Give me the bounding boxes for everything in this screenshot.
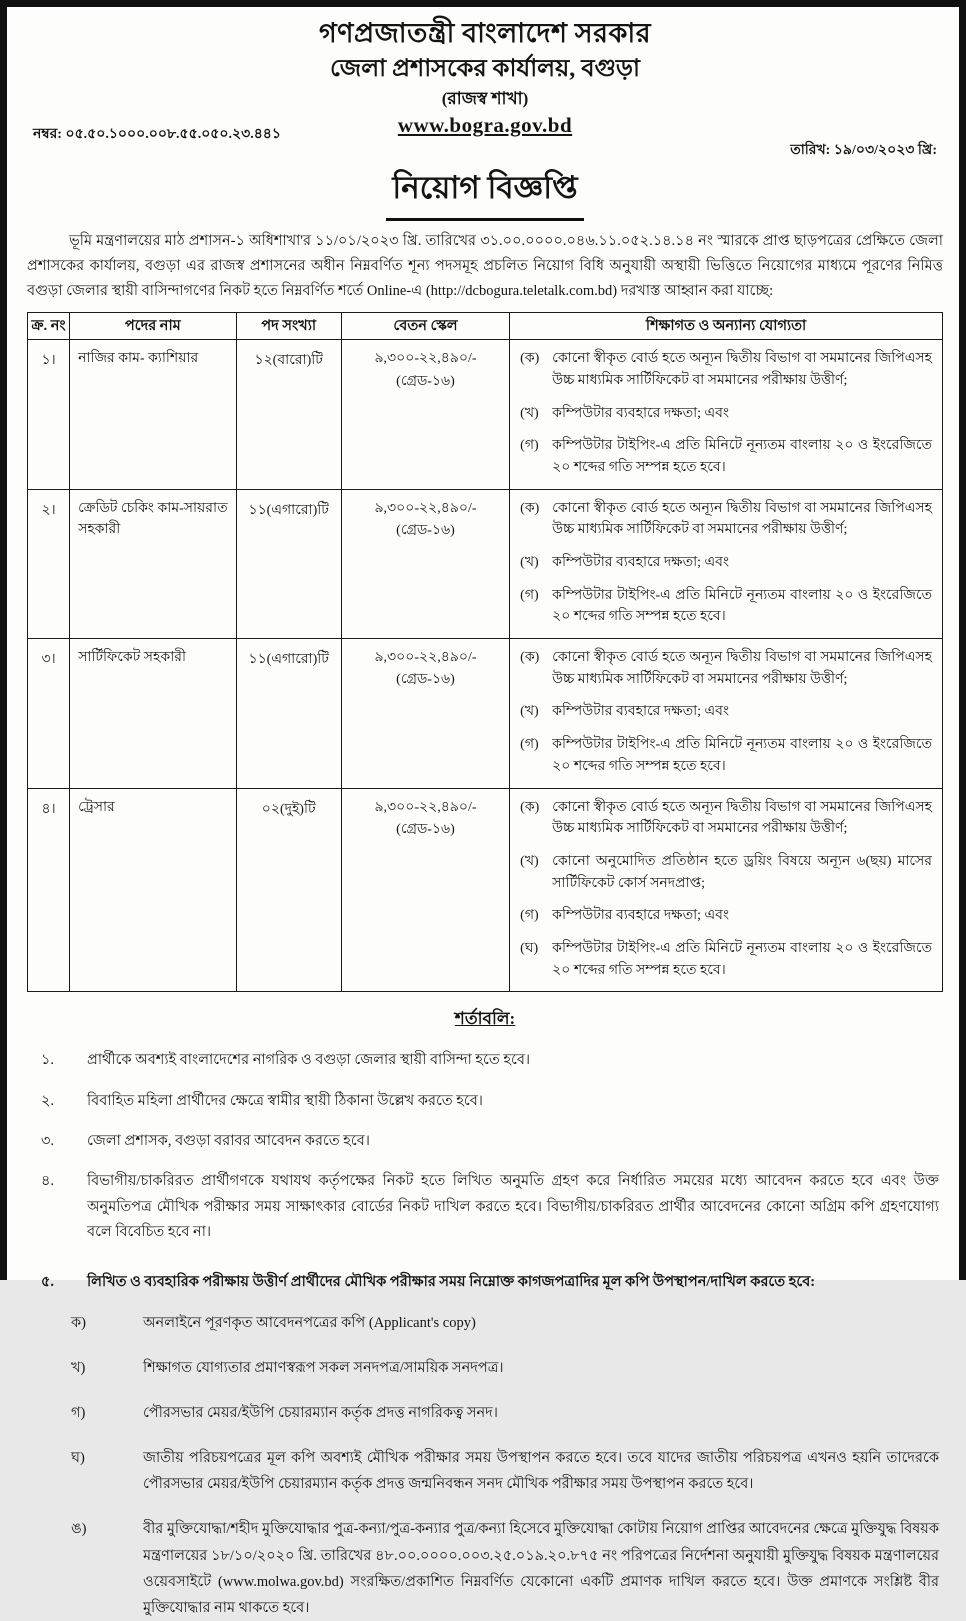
required-document-item bbox=[71, 1310, 939, 1336]
qualification-item bbox=[520, 905, 932, 927]
qualification-label: (গ) bbox=[520, 438, 539, 454]
qualification-text: কোনো স্বীকৃত বোর্ড হতে অন্যূন দ্বিতীয় বিভাগ বা সমমানের জিপিএসহ উচ্চ মাধ্যমিক সার্টিফিকেট বা সমমানের পরীক্ষায় উত্তীর্ণ; bbox=[552, 351, 932, 388]
condition-number: ২. bbox=[41, 1092, 55, 1109]
qualifications-cell bbox=[510, 788, 943, 992]
qualification-item bbox=[520, 647, 932, 690]
condition-text: জেলা প্রশাসক, বগুড়া বরাবর আবেদন করতে হবে। bbox=[87, 1133, 370, 1150]
qualifications-cell bbox=[510, 639, 943, 788]
post-name-cell: ট্রেসার bbox=[70, 788, 237, 992]
column-header: বেতন স্কেল bbox=[341, 313, 509, 340]
conditions-heading-wrap bbox=[27, 1006, 943, 1034]
condition-number: ৫. bbox=[41, 1273, 55, 1290]
salary-scale: ৯,৩০০-২২,৪৯০/- bbox=[374, 799, 477, 815]
conditions-heading: শর্তাবলি: bbox=[454, 1009, 516, 1029]
qualification-text: কোনো অনুমোদিত প্রতিষ্ঠান হতে ড্রয়িং বিষয়ে অন্যূন ৬(ছয়) মাসের সার্টিফিকেট কোর্স সনদপ্রাপ্ত; bbox=[552, 853, 932, 891]
document-item-label: গ) bbox=[71, 1405, 86, 1422]
salary-cell bbox=[341, 489, 509, 638]
column-header: পদ সংখ্যা bbox=[236, 313, 341, 340]
website-url: www.bogra.gov.bd bbox=[397, 113, 573, 137]
office-name: জেলা প্রশাসকের কার্যালয়, বগুড়া bbox=[330, 55, 640, 82]
document-item-text: জাতীয় পরিচয়পত্রের মূল কপি অবশ্যই মৌখিক পরীক্ষার সময় উপস্থাপন করতে হবে। তবে যাদের জাতীয় পরিচয়পত্র এখনও হয়নি তাদেরকে পৌরসভার মেয়র/ইউপি চেয়ারম্যান কর্তৃক প্রদত্ত জন্মনিবন্ধন সনদ মৌখিক পরীক্ষার সময় উপস্থাপন করতে হবে। bbox=[143, 1450, 939, 1493]
salary-grade: (গ্রেড-১৬) bbox=[396, 523, 455, 539]
vacancy-table-header-row bbox=[28, 313, 943, 340]
condition-item bbox=[41, 1089, 939, 1114]
vacancy-row bbox=[28, 639, 943, 788]
document-item-text: অনলাইনে পূরণকৃত আবেদনপত্রের কপি (Applicant's copy) bbox=[143, 1314, 476, 1331]
qualification-label: (খ) bbox=[520, 405, 539, 421]
condition-item bbox=[41, 1048, 939, 1073]
vacancy-table-body bbox=[28, 340, 943, 992]
issue-date: তারিখ: ১৯/০৩/২০২৩ খ্রি: bbox=[790, 143, 937, 159]
document-item-text: শিক্ষাগত যোগ্যতার প্রমাণস্বরূপ সকল সনদপত্র/সাময়িক সনদপত্র। bbox=[143, 1360, 504, 1377]
salary-cell bbox=[341, 639, 509, 788]
vacancy-table bbox=[27, 312, 943, 992]
qualification-item bbox=[520, 938, 932, 981]
post-name-cell: ক্রেডিট চেকিং কাম-সায়রাত সহকারী bbox=[70, 489, 237, 638]
qualification-text: কম্পিউটার টাইপিং-এ প্রতি মিনিটে নূন্যতম বাংলায় ২০ ও ইংরেজিতে ২০ শব্দের গতি সম্পন্ন হতে হবে। bbox=[552, 737, 932, 774]
qualification-text: কম্পিউটার ব্যবহারে দক্ষতা; এবং bbox=[552, 555, 729, 570]
qualifications-cell bbox=[510, 489, 943, 638]
qualification-item bbox=[520, 435, 932, 478]
post-count-cell: ১১(এগারো)টি bbox=[236, 489, 341, 638]
qualification-item bbox=[520, 498, 932, 541]
serial-cell: ১। bbox=[28, 340, 70, 489]
condition-text: বিভাগীয়/চাকরিরত প্রার্থীগণকে যথাযথ কর্তৃপক্ষের নিকট হতে লিখিত অনুমতি গ্রহণ করে নির্ধারিত সময়ের মধ্যে আবেদন করতে হবে এবং উক্ত অনুমতিপত্র মৌখিক পরীক্ষার সময় সাক্ষাৎকার বোর্ডের নিকট দাখিল করতে হবে। বিভাগীয়/চাকরিরত প্রার্থীর আবেদনের কোনো অগ্রিম কপি গ্রহণযোগ্য বলে বিবেচিত হবে না। bbox=[87, 1173, 939, 1241]
document-item-label: ঙ) bbox=[71, 1521, 87, 1538]
qualification-label: (ক) bbox=[520, 650, 540, 666]
document-item-text: বীর মুক্তিযোদ্ধা/শহীদ মুক্তিযোদ্ধার পুত্র-কন্যা/পুত্র-কন্যার পুত্র/কন্যা হিসেবে মুক্তিযোদ্ধা কোটায় নিয়োগ প্রাপ্তির আবেদনের ক্ষেত্রে মুক্তিযুদ্ধ বিষয়ক মন্ত্রণালয়ের ১৮/১০/২০২০ খ্রি. তারিখের ৪৮.০০.০০০০.০০৩.২৫.০১৯.২০.৮৭৫ নং পরিপত্রের নির্দেশনা অনুযায়ী মুক্তিযুদ্ধ বিষয়ক মন্ত্রণালয়ের ওয়েবসাইটে (www.molwa.gov.bd) সংরক্ষিত/প্রকাশিত নিম্নবর্ণিত যেকোনো একটি প্রমাণক দাখিল করতে হবে। উক্ত প্রমাণকে সংশ্লিষ্ট বীর মুক্তিযোদ্ধার নাম থাকতে হবে। bbox=[143, 1521, 939, 1616]
document-item-label: ঘ) bbox=[71, 1450, 85, 1467]
condition-text: লিখিত ও ব্যবহারিক পরীক্ষায় উত্তীর্ণ প্রার্থীদের মৌখিক পরীক্ষার সময় নিম্নোক্ত কাগজপত্রাদির মূল কপি উপস্থাপন/দাখিল করতে হবে: bbox=[87, 1273, 816, 1290]
notice-title: নিয়োগ বিজ্ঞপ্তি bbox=[386, 164, 583, 221]
condition-number: ৪. bbox=[41, 1173, 55, 1190]
serial-cell: ৪। bbox=[28, 788, 70, 992]
qualification-label: (গ) bbox=[520, 908, 539, 924]
document-header bbox=[27, 17, 943, 138]
column-header: পদের নাম bbox=[70, 313, 237, 340]
post-name-cell: সার্টিফিকেট সহকারী bbox=[70, 639, 237, 788]
qualification-label: (খ) bbox=[520, 704, 539, 720]
salary-cell bbox=[341, 340, 509, 489]
documents-list bbox=[27, 1310, 943, 1621]
qualification-label: (গ) bbox=[520, 737, 539, 753]
memo-number: নম্বর: ০৫.৫০.১০০০.০০৮.৫৫.০৫০.২৩.৪৪১ bbox=[33, 127, 281, 143]
qualification-item bbox=[520, 797, 932, 840]
condition-number: ১. bbox=[41, 1052, 55, 1069]
qualification-text: কম্পিউটার ব্যবহারে দক্ষতা; এবং bbox=[552, 704, 729, 720]
post-count-cell: ১১(এগারো)টি bbox=[236, 639, 341, 788]
qualification-label: (ঘ) bbox=[520, 940, 539, 956]
qualification-text: কম্পিউটার ব্যবহারে দক্ষতা; এবং bbox=[552, 908, 729, 924]
notice-title-wrap bbox=[27, 164, 943, 221]
document-item-label: ক) bbox=[71, 1314, 86, 1331]
qualification-item bbox=[520, 348, 932, 391]
qualification-item bbox=[520, 403, 932, 425]
condition-item bbox=[41, 1169, 939, 1245]
vacancy-row bbox=[28, 489, 943, 638]
condition-text: বিবাহিত মহিলা প্রার্থীদের ক্ষেত্রে স্বামীর স্থায়ী ঠিকানা উল্লেখ করতে হবে। bbox=[87, 1092, 483, 1109]
vacancy-row bbox=[28, 340, 943, 489]
serial-cell: ২। bbox=[28, 489, 70, 638]
salary-scale: ৯,৩০০-২২,৪৯০/- bbox=[374, 351, 477, 367]
post-name-cell: নাজির কাম- ক্যাশিয়ার bbox=[70, 340, 237, 489]
qualifications-cell bbox=[510, 340, 943, 489]
qualification-label: (ক) bbox=[520, 799, 540, 815]
qualification-item bbox=[520, 552, 932, 574]
qualification-label: (খ) bbox=[520, 555, 539, 570]
qualification-text: কম্পিউটার টাইপিং-এ প্রতি মিনিটে নূন্যতম বাংলায় ২০ ও ইংরেজিতে ২০ শব্দের গতি সম্পন্ন হতে হবে। bbox=[552, 940, 932, 978]
qualification-text: কম্পিউটার টাইপিং-এ প্রতি মিনিটে নূন্যতম বাংলায় ২০ ও ইংরেজিতে ২০ শব্দের গতি সম্পন্ন হতে হবে। bbox=[552, 587, 932, 625]
required-document-item bbox=[71, 1400, 939, 1426]
document-item-text: পৌরসভার মেয়র/ইউপি চেয়ারম্যান কর্তৃক প্রদত্ত নাগরিকত্ব সনদ। bbox=[143, 1405, 498, 1422]
condition-text: প্রার্থীকে অবশ্যই বাংলাদেশের নাগরিক ও বগুড়া জেলার স্থায়ী বাসিন্দা হতে হবে। bbox=[87, 1052, 531, 1069]
salary-scale: ৯,৩০০-২২,৪৯০/- bbox=[374, 650, 477, 666]
salary-grade: (গ্রেড-১৬) bbox=[396, 821, 455, 837]
vacancy-row bbox=[28, 788, 943, 992]
salary-grade: (গ্রেড-১৬) bbox=[396, 672, 455, 688]
intro-paragraph: ভূমি মন্ত্রণালয়ের মাঠ প্রশাসন-১ অধিশাখা'র ১১/০১/২০২৩ খ্রি. তারিখের ৩১.০০.০০০০.০৪৬.১১.০৫২.১৪.১৪ নং স্মারকে প্রাপ্ত ছাড়পত্রের প্রেক্ষিতে জেলা প্রশাসকের কার্যালয়, বগুড়া এর রাজস্ব প্রশাসনের অধীন নিম্নবর্ণিত শূন্য পদসমূহ প্রচলিত নিয়োগ বিধি অনুযায়ী অস্থায়ী ভিত্তিতে নিয়োগের মাধ্যমে পূরণের নিমিত্ত বগুড়া জেলার স্থায়ী বাসিন্দাগণের নিকট হতে নিম্নবর্ণিত শর্তে Online-এ (http://dcbogura.teletalk.com.bd) দরখাস্ত আহ্বান করা যাচ্ছে: bbox=[27, 233, 943, 300]
government-name: গণপ্রজাতন্ত্রী বাংলাদেশ সরকার bbox=[318, 18, 652, 48]
qualification-text: কম্পিউটার টাইপিং-এ প্রতি মিনিটে নূন্যতম বাংলায় ২০ ও ইংরেজিতে ২০ শব্দের গতি সম্পন্ন হতে হবে। bbox=[552, 438, 932, 475]
post-count-cell: ১২(বারো)টি bbox=[236, 340, 341, 489]
qualification-text: কোনো স্বীকৃত বোর্ড হতে অন্যূন দ্বিতীয় বিভাগ বা সমমানের জিপিএসহ উচ্চ মাধ্যমিক সার্টিফিকেট বা সমমানের পরীক্ষায় উত্তীর্ণ; bbox=[552, 650, 932, 687]
condition-number: ৩. bbox=[41, 1133, 55, 1150]
qualification-label: (ক) bbox=[520, 500, 540, 516]
qualification-label: (ক) bbox=[520, 351, 540, 367]
salary-cell bbox=[341, 788, 509, 992]
qualification-text: কোনো স্বীকৃত বোর্ড হতে অন্যূন দ্বিতীয় বিভাগ বা সমমানের জিপিএসহ উচ্চ মাধ্যমিক সার্টিফিকেট বা সমমানের পরীক্ষায় উত্তীর্ণ; bbox=[552, 799, 932, 837]
qualification-item bbox=[520, 851, 932, 894]
salary-grade: (গ্রেড-১৬) bbox=[396, 373, 455, 389]
conditions-list bbox=[27, 1048, 943, 1295]
qualification-label: (গ) bbox=[520, 587, 539, 603]
salary-scale: ৯,৩০০-২২,৪৯০/- bbox=[374, 500, 477, 516]
column-header: ক্র. নং bbox=[28, 313, 70, 340]
branch-name: (রাজস্ব শাখা) bbox=[441, 88, 529, 108]
qualification-item bbox=[520, 701, 932, 723]
document-item-label: খ) bbox=[71, 1360, 86, 1377]
column-header: শিক্ষাগত ও অন্যান্য যোগ্যতা bbox=[510, 313, 943, 340]
qualification-item bbox=[520, 734, 932, 777]
serial-cell: ৩। bbox=[28, 639, 70, 788]
post-count-cell: ০২(দুই)টি bbox=[236, 788, 341, 992]
condition-item bbox=[41, 1129, 939, 1154]
qualification-text: কম্পিউটার ব্যবহারে দক্ষতা; এবং bbox=[552, 405, 729, 421]
qualification-label: (খ) bbox=[520, 853, 539, 869]
required-document-item bbox=[71, 1355, 939, 1381]
required-document-item bbox=[71, 1445, 939, 1497]
condition-item bbox=[41, 1270, 939, 1295]
required-document-item bbox=[71, 1516, 939, 1620]
qualification-item bbox=[520, 585, 932, 628]
qualification-text: কোনো স্বীকৃত বোর্ড হতে অন্যূন দ্বিতীয় বিভাগ বা সমমানের জিপিএসহ উচ্চ মাধ্যমিক সার্টিফিকেট বা সমমানের পরীক্ষায় উত্তীর্ণ; bbox=[552, 500, 932, 538]
